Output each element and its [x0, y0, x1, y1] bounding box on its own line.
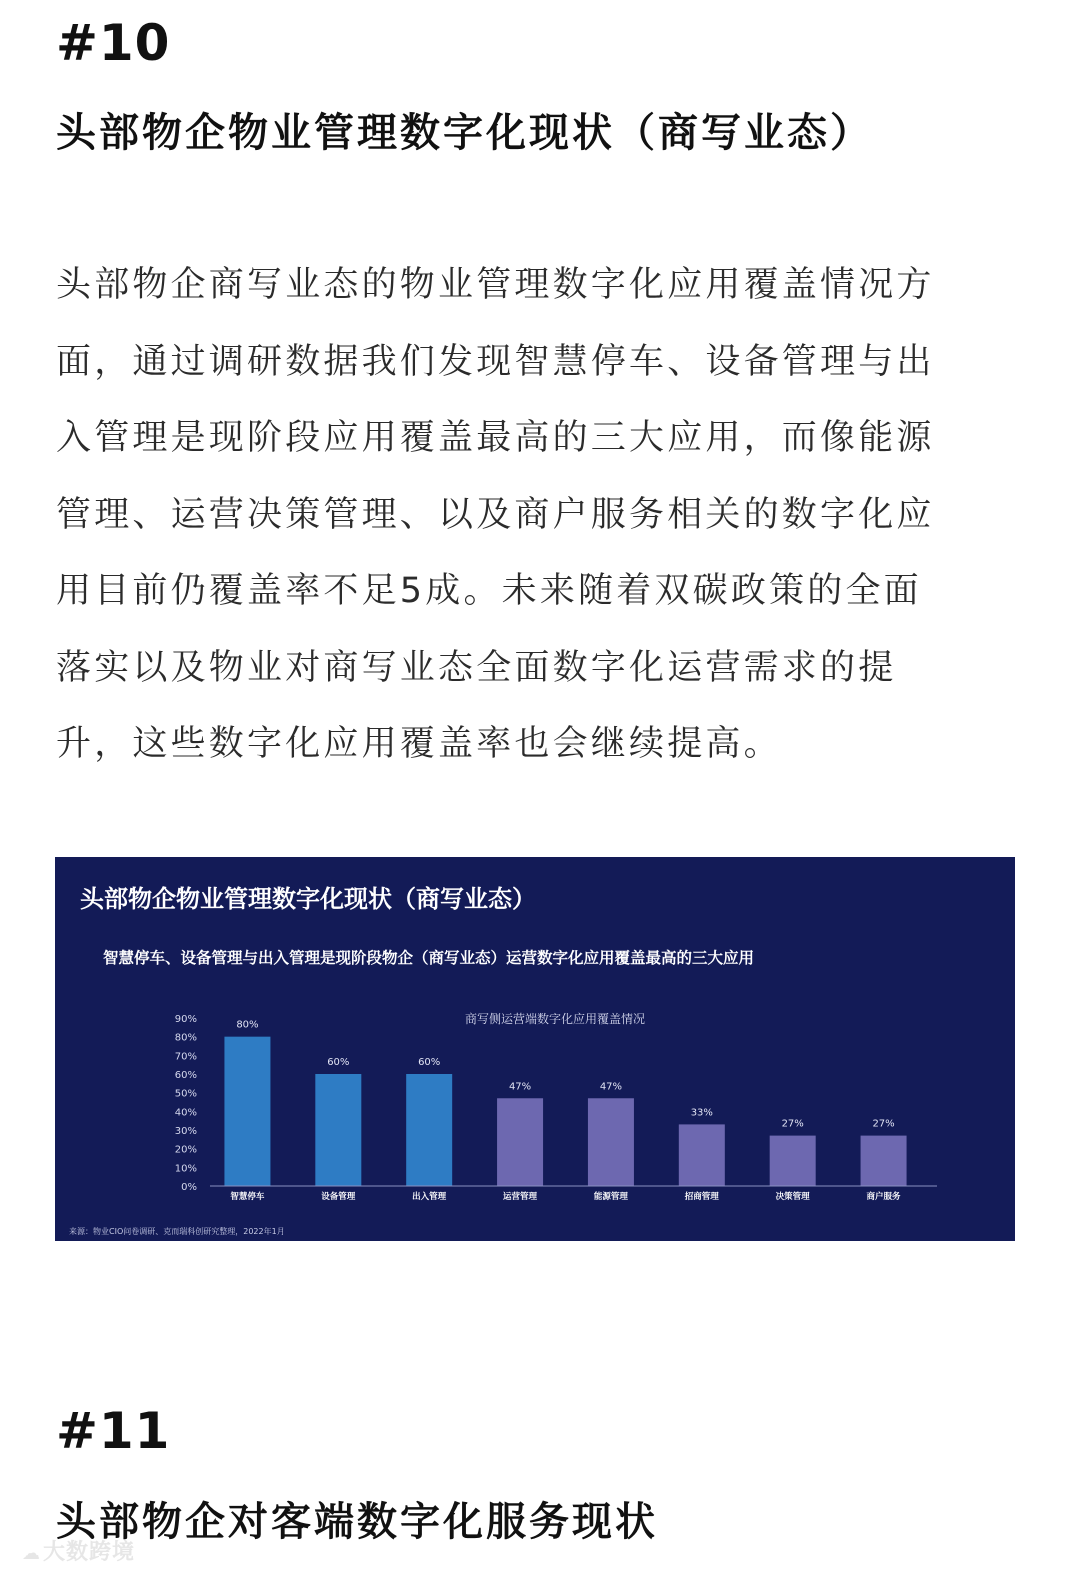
paragraph-line: 管理、运营决策管理、以及商户服务相关的数字化应: [56, 494, 935, 535]
section-title: 头部物企物业管理数字化现状（商写业态）: [56, 110, 873, 156]
bar: [861, 1136, 907, 1186]
y-tick-label: 10%: [174, 1163, 197, 1175]
section-number: #10: [56, 14, 171, 72]
section-title: 头部物企对客端数字化服务现状: [56, 1499, 658, 1545]
bar-value-label: 47%: [508, 1081, 532, 1093]
x-tick-label: 智慧停车: [230, 1192, 265, 1202]
x-tick-label: 运营管理: [503, 1192, 538, 1202]
bar: [224, 1037, 270, 1186]
paragraph-line: 落实以及物业对商写业态全面数字化运营需求的提: [56, 647, 897, 688]
paragraph-line: 用目前仍覆盖率不足5成。未来随着双碳政策的全面: [56, 571, 922, 611]
x-tick-label: 招商管理: [684, 1192, 719, 1202]
y-tick-label: 80%: [174, 1032, 197, 1044]
y-tick-label: 20%: [174, 1144, 197, 1156]
chart-source-note: 来源：物业CIO问卷调研、克而瑞科创研究整理，2022年1月: [69, 1227, 285, 1236]
bar-value-label: 27%: [781, 1118, 804, 1130]
bar-value-label: 60%: [418, 1057, 441, 1068]
paragraph-line: 入管理是现阶段应用覆盖最高的三大应用，而像能源: [56, 418, 935, 458]
bar: [588, 1098, 634, 1186]
bar-series: [224, 1020, 906, 1202]
coverage-bar-chart: [55, 857, 1015, 1241]
section-number: #11: [56, 1402, 171, 1460]
bar-value-label: 60%: [327, 1057, 350, 1068]
y-tick-label: 70%: [174, 1051, 197, 1063]
x-tick-label: 商户服务: [866, 1192, 901, 1202]
paragraph-line: 头部物企商写业态的物业管理数字化应用覆盖情况方: [56, 265, 935, 305]
y-tick-label: 90%: [174, 1014, 197, 1025]
x-tick-label: 出入管理: [412, 1192, 447, 1202]
bar-value-label: 27%: [872, 1118, 895, 1130]
y-tick-label: 30%: [174, 1126, 197, 1137]
watermark-text: 大数跨境: [43, 1540, 136, 1565]
paragraph-line: 面，通过调研数据我们发现智慧停车、设备管理与出: [56, 341, 935, 382]
x-tick-label: 设备管理: [321, 1192, 356, 1202]
bar: [315, 1074, 361, 1186]
x-tick-label: 能源管理: [593, 1192, 628, 1202]
y-tick-label: 40%: [174, 1107, 197, 1119]
watermark: [22, 1535, 135, 1566]
bar: [770, 1136, 816, 1186]
bar-value-label: 33%: [690, 1107, 713, 1119]
bar: [406, 1074, 452, 1186]
bar-value-label: 47%: [599, 1081, 623, 1093]
body-paragraph: [56, 247, 1006, 783]
y-tick-label: 50%: [174, 1088, 197, 1100]
bar: [497, 1098, 543, 1186]
y-tick-label: 60%: [174, 1070, 197, 1081]
bar-value-label: 80%: [236, 1019, 259, 1031]
y-axis: [175, 1014, 197, 1193]
bar: [679, 1124, 725, 1186]
chart-title: 商写侧运营端数字化应用覆盖情况: [464, 1012, 646, 1026]
paragraph-line: 升，这些数字化应用覆盖率也会继续提高。: [56, 724, 782, 764]
chart-card-subheading: 智慧停车、设备管理与出入管理是现阶段物企（商写业态）运营数字化应用覆盖最高的三大应用: [103, 949, 755, 967]
chart-card-heading: 头部物企物业管理数字化现状（商写业态）: [80, 885, 536, 913]
chart-image: [55, 857, 1015, 1241]
y-tick-label: 0%: [181, 1182, 197, 1193]
x-tick-label: 决策管理: [775, 1192, 810, 1202]
weibo-icon: ☁: [22, 1543, 41, 1564]
